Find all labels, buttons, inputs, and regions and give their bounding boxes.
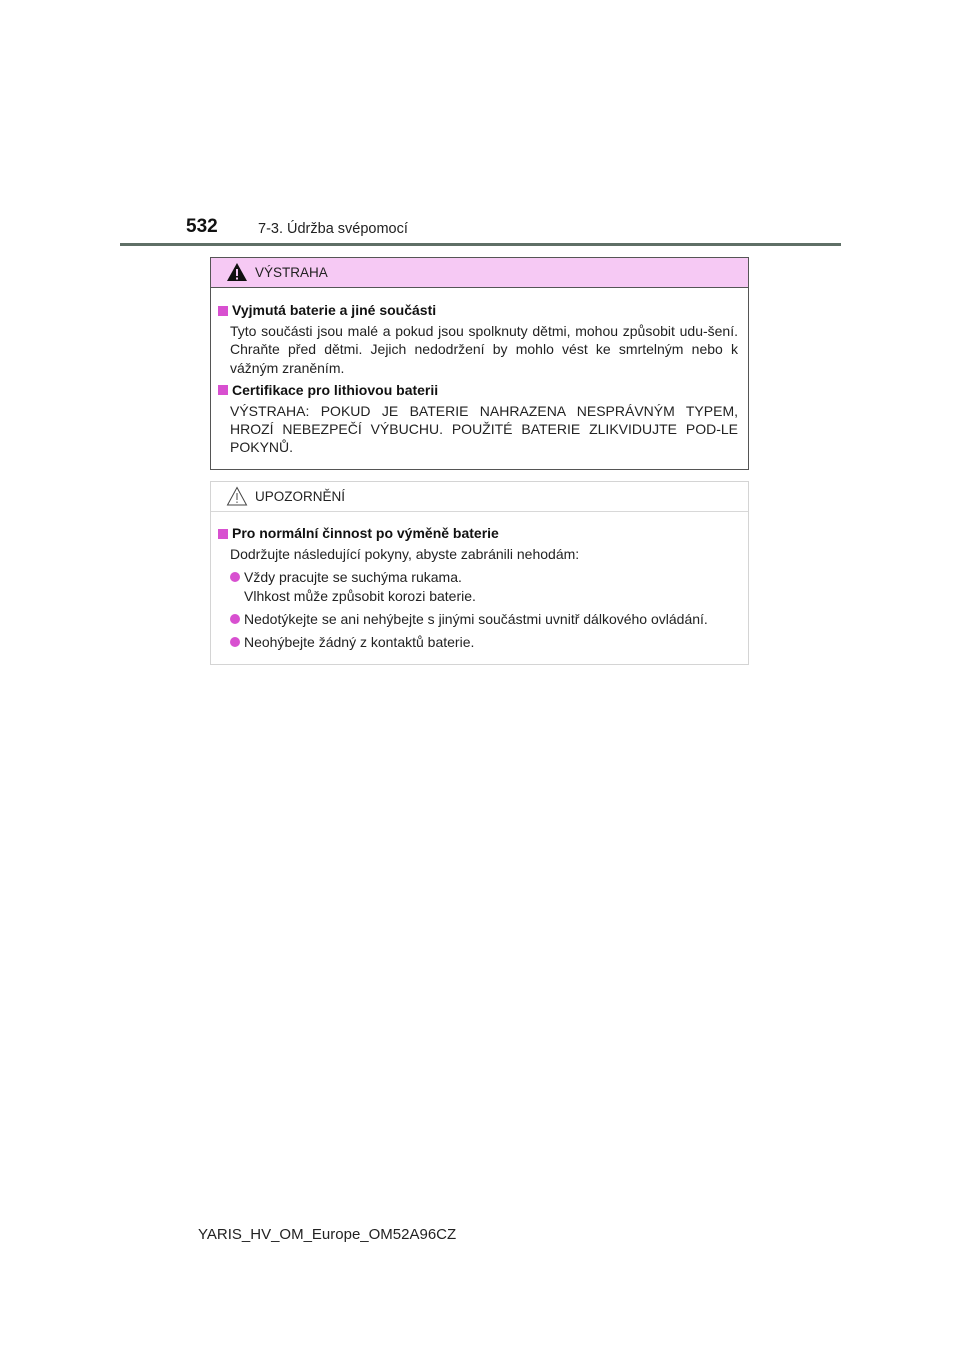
- list-item: [230, 568, 738, 605]
- round-bullet-icon: [230, 637, 240, 647]
- document-code: YARIS_HV_OM_Europe_OM52A96CZ: [198, 1226, 457, 1243]
- bullet-text-continued: Vlhkost může způsobit korozi baterie.: [244, 587, 476, 604]
- bullet-text: Nedotýkejte se ani nehýbejte s jinými součástmi uvnitř dálkového ovládání.: [244, 610, 708, 627]
- warning-body: [211, 288, 748, 457]
- caution-triangle-outline-icon: [226, 486, 248, 506]
- square-bullet-icon: [218, 306, 228, 316]
- page-number: 532: [186, 216, 218, 237]
- warning-item-text: VÝSTRAHA: POKUD JE BATERIE NAHRAZENA NESPRÁVNÝM TYPEM, HROZÍ NEBEZPEČÍ VÝBUCHU. POUŽITÉ BATERIE ZLIKVIDUJTE POD-LE POKYNŮ.: [230, 402, 738, 456]
- caution-body: [211, 512, 748, 651]
- section-title: 7-3. Údržba svépomocí: [258, 221, 408, 237]
- warning-box: [210, 257, 749, 470]
- warning-item-heading-text: Vyjmutá baterie a jiné součásti: [232, 302, 437, 318]
- caution-item-heading: [218, 524, 738, 543]
- caution-item-heading-text: Pro normální činnost po výměně baterie: [232, 525, 499, 541]
- square-bullet-icon: [218, 529, 228, 539]
- list-item: [230, 610, 738, 628]
- warning-item-heading-text: Certifikace pro lithiovou baterii: [232, 381, 439, 398]
- warning-item-heading: [218, 381, 738, 400]
- warning-item-heading: [218, 301, 738, 320]
- caution-intro: Dodržujte následující pokyny, abyste zabránili nehodám:: [230, 546, 580, 562]
- bullet-text: Neohýbejte žádný z kontaktů baterie.: [244, 634, 475, 651]
- bullet-text: Vždy pracujte se suchýma rukama.: [244, 569, 462, 586]
- round-bullet-icon: [230, 614, 240, 624]
- warning-item-text: Tyto součásti jsou malé a pokud jsou spolknuty dětmi, mohou způsobit udu-šení. Chraňte před dětmi. Jejich nedodržení by mohlo vést ke smrtelným nebo k vážným zraněním.: [230, 323, 738, 376]
- caution-box: [210, 481, 749, 665]
- warning-title: VÝSTRAHA: [255, 265, 328, 280]
- warning-header: [211, 258, 748, 288]
- caution-header: [211, 482, 748, 512]
- square-bullet-icon: [218, 385, 228, 395]
- caution-title: UPOZORNĚNÍ: [255, 489, 346, 504]
- header-rule: [120, 243, 841, 246]
- warning-triangle-filled-icon: [226, 262, 248, 282]
- list-item: [230, 633, 738, 651]
- round-bullet-icon: [230, 572, 240, 582]
